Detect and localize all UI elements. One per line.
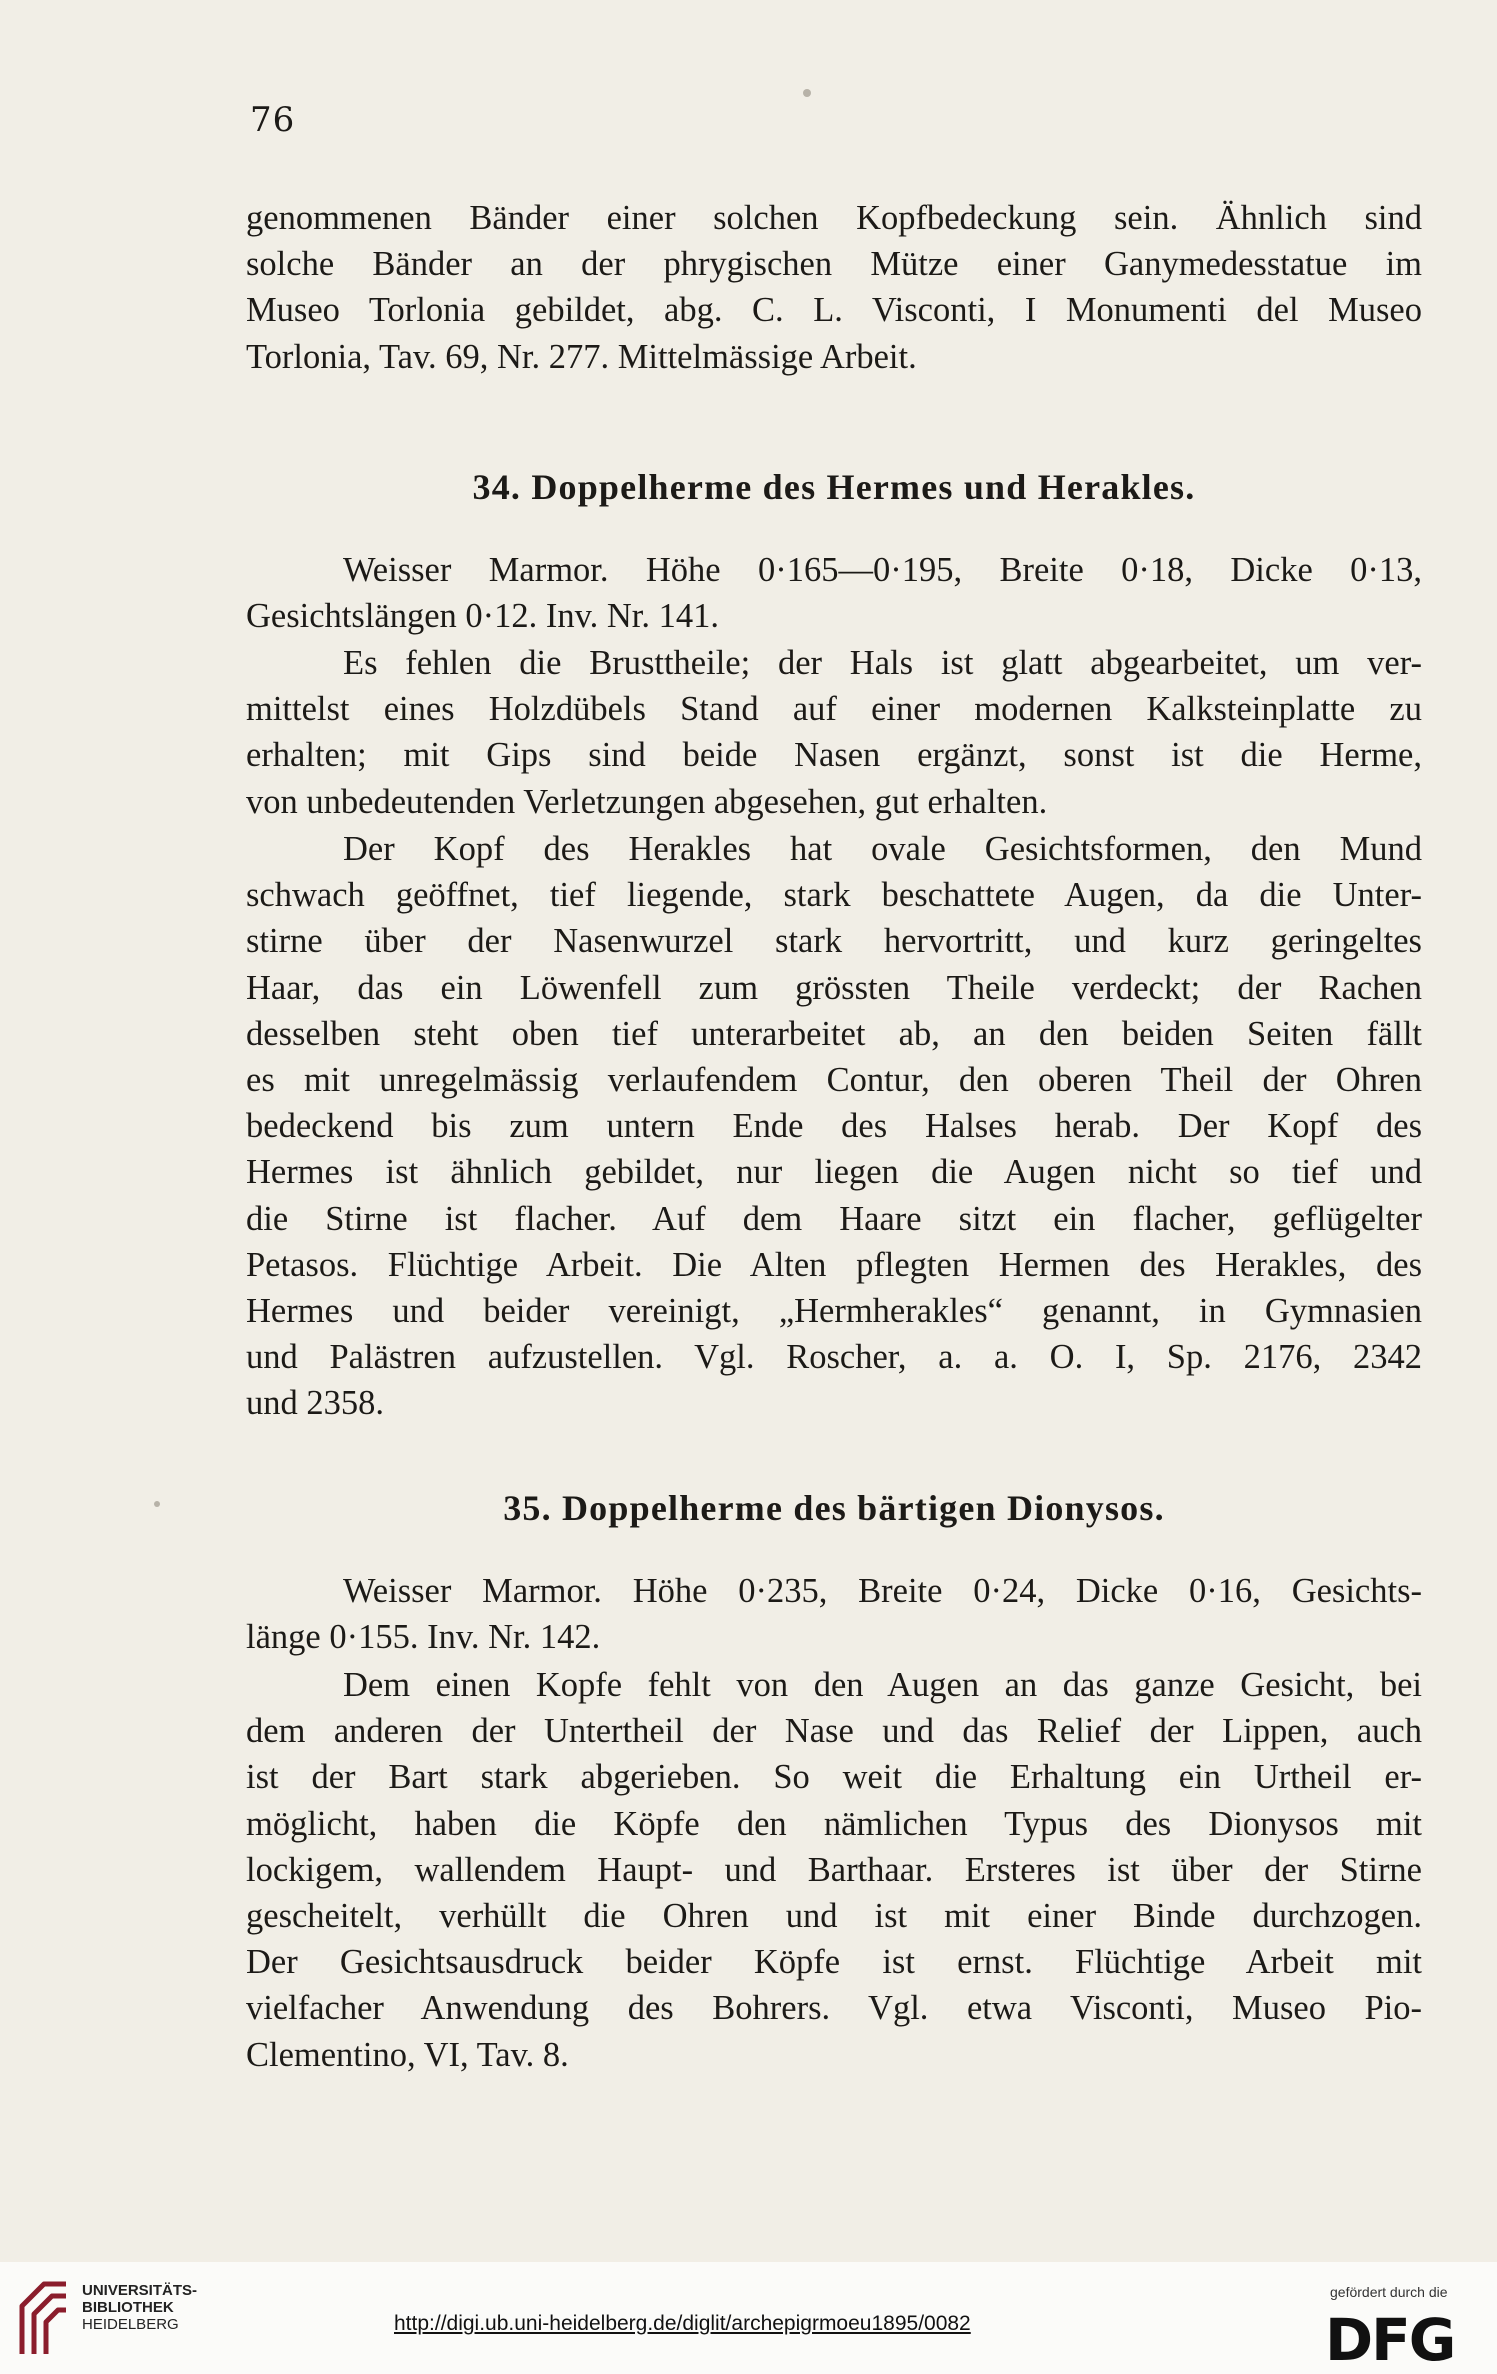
text-line: Gesichtslängen 0·12. Inv. Nr. 141.: [246, 597, 720, 636]
text-line: stirne über der Nasenwurzel stark hervortritt, und kurz geringeltes: [246, 922, 1422, 961]
text-line: Clementino, VI, Tav. 8.: [246, 2035, 569, 2074]
text-line: lockigem, wallendem Haupt- und Barthaar. Ersteres ist über der Stirne: [246, 1850, 1422, 1889]
text-line: schwach geöffnet, tief liegende, stark beschattete Augen, da die Unter-: [246, 876, 1422, 915]
library-name-line: BIBLIOTHEK: [82, 2299, 174, 2316]
text-line: gescheitelt, verhüllt die Ohren und ist mit einer Binde durchzogen.: [246, 1897, 1422, 1936]
section-34-condition: [246, 640, 1422, 825]
text-line: erhalten; mit Gips sind beide Nasen ergänzt, sonst ist die Herme,: [246, 736, 1422, 775]
section-35-heading: 35. Doppelherme des bärtigen Dionysos.: [503, 1488, 1165, 1528]
text-line: möglicht, haben die Köpfe den nämlichen Typus des Dionysos mit: [246, 1804, 1422, 1843]
text-line: Hermes ist ähnlich gebildet, nur liegen die Augen nicht so tief und: [246, 1153, 1422, 1192]
text-line: Der Gesichtsausdruck beider Köpfe ist ernst. Flüchtige Arbeit mit: [246, 1943, 1422, 1982]
text-line: desselben steht oben tief unterarbeitet ab, an den beiden Seiten fällt: [246, 1014, 1422, 1053]
text-line: ist der Bart stark abgerieben. So weit die Erhaltung ein Urtheil er-: [246, 1758, 1422, 1797]
library-name: [82, 2282, 197, 2333]
text-line: Haar, das ein Löwenfell zum grössten Theile verdeckt; der Rachen: [246, 968, 1422, 1007]
section-35-measurements: [246, 1568, 1422, 1660]
library-name-line: HEIDELBERG: [82, 2316, 179, 2333]
ub-heidelberg-logo-icon: [14, 2276, 74, 2364]
text-line: Torlonia, Tav. 69, Nr. 277. Mittelmässige Arbeit.: [246, 337, 917, 376]
text-line: die Stirne ist flacher. Auf dem Haare sitzt ein flacher, geflügelter: [246, 1199, 1422, 1238]
text-line: Petasos. Flüchtige Arbeit. Die Alten pflegten Hermen des Herakles, des: [246, 1245, 1422, 1284]
text-line: mittelst eines Holzdübels Stand auf einer modernen Kalksteinplatte zu: [246, 690, 1422, 729]
text-line: von unbedeutenden Verletzungen abgesehen, gut erhalten.: [246, 782, 1048, 821]
text-line: dem anderen der Untertheil der Nase und das Relief der Lippen, auch: [246, 1712, 1422, 1751]
text-line: Der Kopf des Herakles hat ovale Gesichtsformen, den Mund: [343, 830, 1422, 868]
text-line: es mit unregelmässig verlaufendem Contur, den oberen Theil der Ohren: [246, 1061, 1422, 1100]
section-34-measurements: [246, 547, 1422, 639]
text-line: genommenen Bänder einer solchen Kopfbedeckung sein. Ähnlich sind: [246, 199, 1422, 237]
funded-by-label: gefördert durch die: [1330, 2284, 1448, 2300]
text-line: Museo Torlonia gebildet, abg. C. L. Visconti, I Monumenti del Museo: [246, 291, 1422, 330]
intro-paragraph: [246, 195, 1422, 380]
text-line: Hermes und beider vereinigt, „Hermherakles“ genannt, in Gymnasien: [246, 1292, 1422, 1331]
section-34-heading: 34. Doppelherme des Hermes und Herakles.: [472, 467, 1196, 507]
text-line: und Palästren aufzustellen. Vgl. Roscher, a. a. O. I, Sp. 2176, 2342: [246, 1338, 1422, 1377]
text-line: Weisser Marmor. Höhe 0·165—0·195, Breite 0·18, Dicke 0·13,: [343, 551, 1422, 589]
dfg-logo: DFG: [1325, 2306, 1455, 2374]
paper-speck: [803, 89, 811, 97]
text-line: bedeckend bis zum untern Ende des Halses herab. Der Kopf des: [246, 1107, 1422, 1146]
text-line: solche Bänder an der phrygischen Mütze einer Ganymedesstatue im: [246, 245, 1422, 284]
section-35-description: [246, 1662, 1422, 2078]
page-number: 76: [250, 100, 296, 140]
text-line: länge 0·155. Inv. Nr. 142.: [246, 1618, 601, 1657]
text-line: vielfacher Anwendung des Bohrers. Vgl. etwa Visconti, Museo Pio-: [246, 1989, 1422, 2028]
library-name-line: UNIVERSITÄTS-: [82, 2282, 198, 2299]
section-34-description: [246, 826, 1422, 1427]
paper-speck: [154, 1501, 160, 1507]
digitization-footer: [0, 2262, 1497, 2374]
text-line: Es fehlen die Brusttheile; der Hals ist glatt abgearbeitet, um ver-: [343, 644, 1422, 682]
permalink-url[interactable]: http://digi.ub.uni-heidelberg.de/diglit/archepigrmoeu1895/0082: [394, 2312, 971, 2335]
text-line: Dem einen Kopfe fehlt von den Augen an das ganze Gesicht, bei: [343, 1666, 1422, 1704]
text-line: und 2358.: [246, 1384, 384, 1423]
text-line: Weisser Marmor. Höhe 0·235, Breite 0·24, Dicke 0·16, Gesichts-: [343, 1572, 1422, 1610]
